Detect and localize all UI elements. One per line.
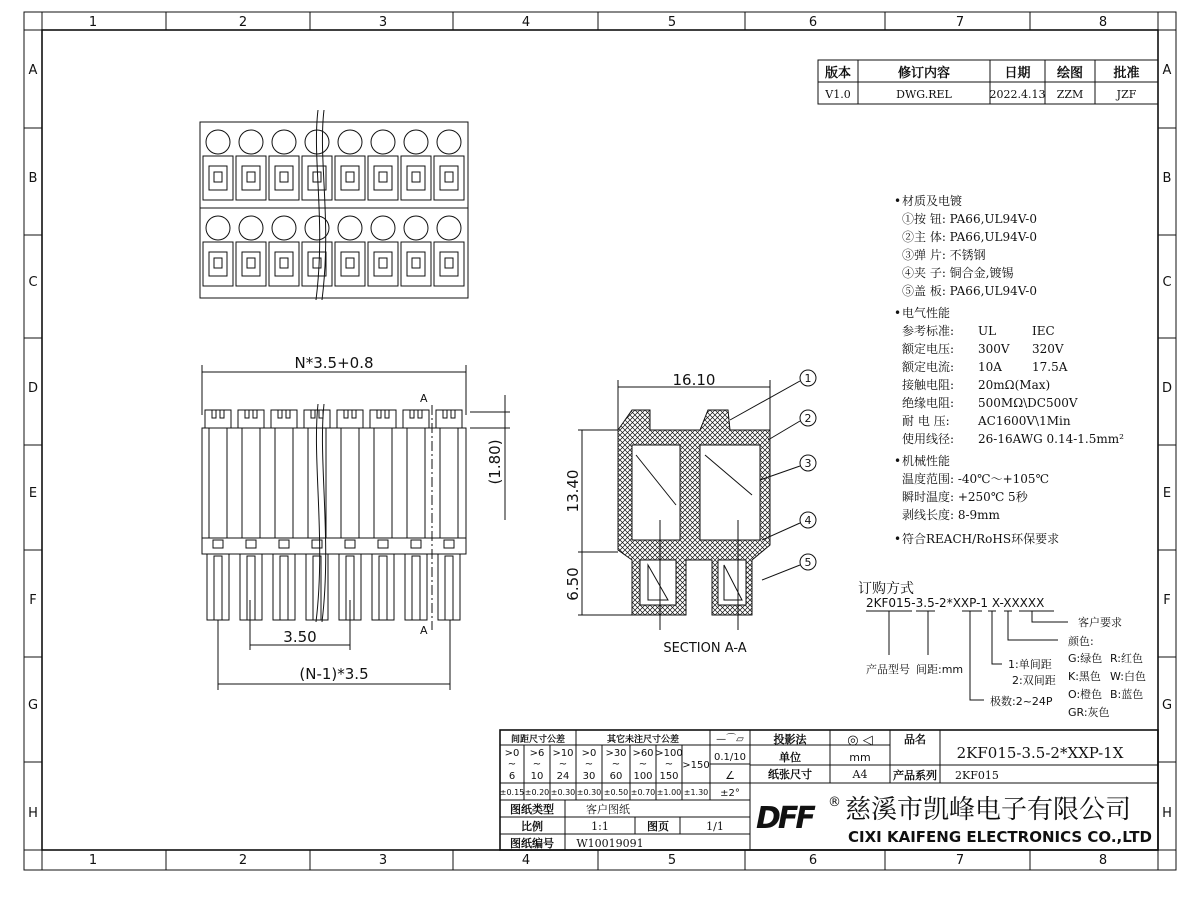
- series-value: 2KF015: [955, 769, 999, 782]
- pitch-label: 间距:mm: [916, 663, 964, 676]
- product-name: 2KF015-3.5-2*XXP-1X: [956, 744, 1124, 762]
- revision-header: 绘图: [1056, 66, 1084, 81]
- revision-cell: ZZM: [1056, 88, 1084, 101]
- unit-label: 单位: [779, 751, 801, 764]
- revision-header: 日期: [1004, 66, 1031, 81]
- electrical-label: 耐 电 压:: [902, 414, 950, 428]
- dim-section-width: 16.10: [672, 371, 716, 389]
- electrical-ul-value: 20mΩ(Max): [978, 378, 1051, 392]
- projection-symbol-icon: ◎ ◁: [847, 733, 873, 748]
- electrical-ul-value: 500MΩ\DC500V: [978, 396, 1078, 410]
- customer-requirement: 客户要求: [1078, 616, 1122, 629]
- color-title: 颜色:: [1068, 635, 1094, 648]
- page: 1/1: [706, 820, 724, 833]
- range-tilde: ~: [638, 759, 648, 770]
- callout-number: 3: [804, 457, 812, 470]
- revision-cell: 2022.4.13: [989, 88, 1046, 101]
- registered-mark: ®: [828, 795, 841, 810]
- specifications: [894, 193, 1124, 546]
- bullet-icon: •: [894, 532, 902, 546]
- color-option: B:蓝色: [1110, 688, 1144, 701]
- electrical-ul-value: AC1600V\1Min: [978, 414, 1071, 428]
- section-label: SECTION A-A: [663, 641, 747, 656]
- tolerance-value: ±0.15: [499, 788, 525, 797]
- flatness-tol: 0.1/10: [714, 752, 746, 763]
- dim-span: (N-1)*3.5: [299, 665, 369, 683]
- poles: 极数:2~24P: [990, 695, 1053, 708]
- grid-row-label: D: [27, 381, 39, 396]
- bullet-icon: •: [894, 454, 902, 468]
- grid-column-label: 4: [521, 15, 531, 30]
- dim-top-width: N*3.5+0.8: [294, 354, 374, 372]
- revision-header: 版本: [824, 66, 852, 81]
- grid-column-label: 7: [955, 15, 965, 30]
- angle-icon: ∠: [725, 769, 735, 782]
- callout-number: 5: [804, 556, 812, 569]
- range-tilde: ~: [664, 759, 674, 770]
- tolerance-value: ±0.70: [630, 788, 656, 797]
- electrical-label: 接触电阻:: [902, 378, 955, 392]
- product-model-label: 产品型号: [866, 663, 910, 676]
- color-option: G:绿色: [1068, 652, 1103, 665]
- company-logo: DFF: [756, 801, 813, 836]
- dim-height-ref: (1.80): [486, 439, 504, 485]
- spacing-option-2: 2:双间距: [1012, 674, 1056, 687]
- grid-column-label: 2: [238, 853, 248, 868]
- electrical-ul-value: 300V: [978, 342, 1010, 356]
- range-to: 10: [530, 771, 544, 782]
- electrical-ul-value: UL: [978, 324, 997, 338]
- revision-table: [818, 60, 1158, 104]
- range-from: >6: [529, 748, 545, 759]
- electrical-iec-value: 17.5A: [1032, 360, 1068, 374]
- bullet-icon: •: [894, 306, 902, 320]
- grid-column-label: 8: [1098, 15, 1108, 30]
- material-item: ③弹 片: 不锈钢: [902, 248, 986, 262]
- electrical-iec-value: IEC: [1032, 324, 1055, 338]
- range-to: 24: [556, 771, 570, 782]
- grid-row-label: A: [1162, 63, 1172, 78]
- scale-label: 比例: [521, 820, 543, 833]
- grid-column-label: 7: [955, 853, 965, 868]
- drawing-type: 客户图纸: [586, 803, 630, 816]
- grid-row-label: F: [29, 593, 37, 608]
- company-name-cn: 慈溪市凯峰电子有限公司: [845, 795, 1132, 825]
- grid-row-label: H: [1162, 806, 1172, 821]
- spec-section-title: 电气性能: [902, 306, 951, 320]
- range-tilde: ~: [507, 759, 517, 770]
- material-item: ④夹 子: 铜合金,镀锡: [902, 266, 1014, 280]
- page-label: 图页: [647, 820, 669, 833]
- spec-section-title: 材质及电镀: [902, 194, 963, 208]
- tol-other-title: 其它未注尺寸公差: [606, 735, 680, 745]
- spec-section-title: 机械性能: [902, 454, 951, 468]
- callout-number: 2: [804, 412, 812, 425]
- ordering-title: 订购方式: [858, 581, 914, 597]
- callout-number: 4: [804, 514, 812, 527]
- revision-header: 批准: [1113, 66, 1140, 81]
- tolerance-value: ±0.30: [576, 788, 602, 797]
- grid-row-label: E: [1162, 486, 1172, 501]
- bullet-icon: •: [894, 194, 902, 208]
- electrical-ul-value: 10A: [978, 360, 1002, 374]
- tolerance-value: ±1.00: [656, 788, 682, 797]
- color-option: W:白色: [1110, 670, 1146, 683]
- grid-column-label: 4: [521, 853, 531, 868]
- grid-column-label: 3: [378, 15, 388, 30]
- grid-row-label: G: [27, 698, 39, 713]
- range-from: >30: [605, 748, 627, 759]
- section-view: [564, 370, 816, 656]
- electrical-label: 绝缘电阻:: [902, 396, 955, 410]
- grid-row-label: B: [1162, 171, 1172, 186]
- grid-row-label: D: [1161, 381, 1173, 396]
- range-to: 150: [659, 771, 679, 782]
- material-item: ①按 钮: PA66,UL94V-0: [902, 212, 1038, 226]
- range-to: 60: [609, 771, 623, 782]
- spec-section-title: 符合REACH/RoHS环保要求: [902, 532, 1060, 546]
- scale: 1:1: [591, 820, 609, 833]
- range-to: 6: [508, 771, 516, 782]
- ordering-code-text: 2KF015-3.5-2*XXP-1 X-XXXXX: [866, 596, 1045, 610]
- grid-row-label: F: [1163, 593, 1171, 608]
- grid-row-label: B: [28, 171, 38, 186]
- drawing-no-label: 图纸编号: [510, 837, 554, 850]
- range-tilde: ~: [558, 759, 568, 770]
- electrical-label: 使用线径:: [902, 432, 955, 446]
- grid-column-label: 5: [667, 15, 677, 30]
- title-block: [500, 730, 1158, 850]
- electrical-label: 额定电流:: [902, 360, 955, 374]
- dim-section-pin: 6.50: [564, 567, 582, 601]
- flatness-symbols-icon: —⌒▱: [716, 734, 744, 745]
- range-tilde: ~: [611, 759, 621, 770]
- callout-number: 1: [804, 372, 812, 385]
- grid-row-label: C: [1162, 275, 1172, 290]
- range-to: 30: [582, 771, 596, 782]
- paper-value: A4: [852, 768, 868, 781]
- range-from: >100: [655, 748, 683, 759]
- revision-header: 修订内容: [897, 66, 951, 81]
- grid-column-label: 3: [378, 853, 388, 868]
- grid-column-label: 6: [808, 15, 818, 30]
- mechanical-item: 瞬时温度: +250℃ 5秒: [902, 490, 1028, 504]
- color-option: GR:灰色: [1068, 706, 1110, 719]
- color-option: R:红色: [1110, 652, 1144, 665]
- tolerance-value: ±0.50: [603, 788, 629, 797]
- mechanical-item: 剥线长度: 8-9mm: [902, 508, 1000, 522]
- range-from: >0: [581, 748, 597, 759]
- grid-row-label: E: [28, 486, 38, 501]
- grid-column-label: 2: [238, 15, 248, 30]
- company-name-en: CIXI KAIFENG ELECTRONICS CO.,LTD: [848, 828, 1152, 846]
- grid-column-label: 6: [808, 853, 818, 868]
- front-view: [202, 354, 510, 690]
- grid-column-label: 5: [667, 853, 677, 868]
- tolerance-value: ±0.20: [524, 788, 550, 797]
- grid-row-label: H: [28, 806, 38, 821]
- product-name-label: 品名: [904, 733, 926, 746]
- tol-pitch-title: 间距尺寸公差: [510, 735, 566, 745]
- dim-pitch: 3.50: [283, 628, 317, 646]
- top-view: [200, 110, 468, 300]
- range-from: >0: [504, 748, 520, 759]
- range-tilde: ~: [532, 759, 542, 770]
- drawing-type-label: 图纸类型: [510, 803, 554, 816]
- color-option: K:黑色: [1068, 670, 1101, 683]
- electrical-ul-value: 26-16AWG 0.14-1.5mm²: [978, 432, 1124, 446]
- grid-row-label: A: [28, 63, 38, 78]
- electrical-label: 额定电压:: [902, 342, 955, 356]
- tolerance-value: ±1.30: [683, 788, 709, 797]
- grid-row-label: C: [28, 275, 38, 290]
- unit-value: mm: [849, 751, 871, 764]
- range-tilde: ~: [584, 759, 594, 770]
- color-option: O:橙色: [1068, 688, 1103, 701]
- material-item: ⑤盖 板: PA66,UL94V-0: [902, 284, 1038, 298]
- range-last: >150: [682, 760, 710, 771]
- projection-label: 投影法: [773, 733, 807, 746]
- angle-tol: ±2°: [720, 788, 740, 799]
- revision-cell: DWG.REL: [896, 88, 952, 101]
- mechanical-item: 温度范围: -40℃～+105℃: [902, 472, 1049, 486]
- dim-section-height: 13.40: [564, 469, 582, 513]
- grid-column-label: 1: [88, 15, 98, 30]
- series-label: 产品系列: [893, 769, 937, 782]
- paper-label: 纸张尺寸: [768, 768, 812, 781]
- revision-cell: V1.0: [825, 88, 851, 101]
- electrical-iec-value: 320V: [1032, 342, 1064, 356]
- range-from: >10: [552, 748, 574, 759]
- section-marker-top: A: [420, 392, 428, 405]
- grid-column-label: 8: [1098, 853, 1108, 868]
- spacing-option-1: 1:单间距: [1008, 658, 1052, 671]
- range-to: 100: [633, 771, 653, 782]
- ordering-code: [858, 581, 1146, 719]
- tolerance-value: ±0.30: [550, 788, 576, 797]
- drawing-no: W10019091: [576, 837, 644, 850]
- range-from: >60: [632, 748, 654, 759]
- grid-column-label: 1: [88, 853, 98, 868]
- material-item: ②主 体: PA66,UL94V-0: [902, 230, 1038, 244]
- grid-row-label: G: [1161, 698, 1173, 713]
- electrical-label: 参考标准:: [902, 324, 955, 338]
- revision-cell: JZF: [1116, 88, 1137, 101]
- section-marker-bottom: A: [420, 624, 428, 637]
